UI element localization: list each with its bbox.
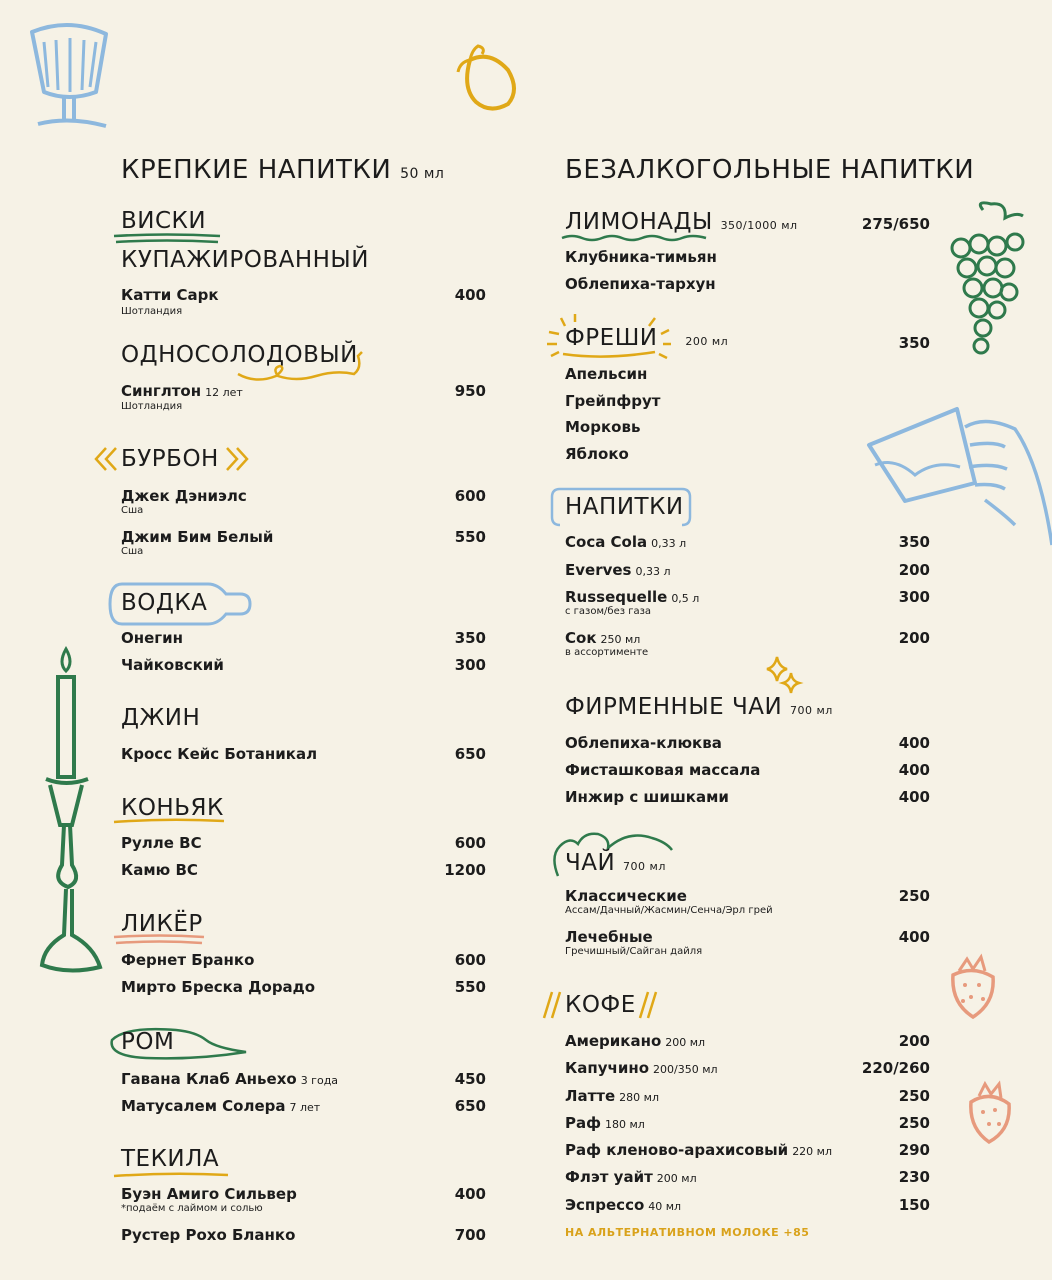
alt-milk-note: НА АЛЬТЕРНАТИВНОМ МОЛОКЕ +85: [565, 1226, 810, 1239]
wavy-underline: [560, 232, 710, 244]
menu-item-price: 250: [898, 887, 930, 905]
section-coffee-title: КОФЕ: [565, 992, 636, 1018]
chevrons-left-icon: [94, 446, 118, 472]
menu-item-price: 350: [454, 629, 486, 647]
menu-item-price: 600: [454, 487, 486, 505]
slashes-left-icon: [542, 990, 562, 1020]
menu-item-name: Латте 280 мл: [565, 1087, 659, 1105]
heading-volume: 50 мл: [400, 166, 445, 182]
section-blended-title: КУПАЖИРОВАННЫЙ: [121, 247, 369, 273]
menu-item-name: Катти Сарк: [121, 286, 219, 304]
menu-item-price: 350: [898, 334, 930, 352]
menu-item-name: Рустер Рохо Бланко: [121, 1226, 296, 1244]
menu-item-name: Грейпфрут: [565, 392, 661, 410]
menu-item-name: Апельсин: [565, 365, 648, 383]
menu-item-sub: Сша: [121, 505, 144, 516]
underline: [112, 1170, 230, 1180]
menu-item-name: Классические: [565, 887, 687, 905]
section-rum-title: РОМ: [121, 1029, 175, 1055]
chevrons-right-icon: [225, 446, 249, 472]
menu-item-price: 1200: [444, 861, 486, 879]
menu-item-price: 300: [454, 656, 486, 674]
menu-item-name: Everves 0,33 л: [565, 561, 671, 579]
menu-item-name: Фернет Бранко: [121, 951, 255, 969]
menu-item-name: Синглтон 12 лет: [121, 382, 243, 400]
right-heading: БЕЗАЛКОГОЛЬНЫЕ НАПИТКИ: [565, 155, 975, 185]
menu-item-price: 600: [454, 834, 486, 852]
menu-item-name: Чайковский: [121, 656, 224, 674]
menu-item-price: 350: [898, 533, 930, 551]
menu-item-price: 220/260: [861, 1059, 930, 1077]
menu-item-price: 250: [898, 1087, 930, 1105]
menu-item-price: 200: [898, 629, 930, 647]
glass-icon: [24, 12, 114, 132]
menu-item-name: Джим Бим Белый: [121, 528, 274, 546]
menu-item-price: 290: [898, 1141, 930, 1159]
menu-item-name: Флэт уайт 200 мл: [565, 1168, 697, 1186]
menu-item-name: Облепиха-тархун: [565, 275, 716, 293]
menu-item-price: 400: [454, 1185, 486, 1203]
menu-item-price: 300: [898, 588, 930, 606]
menu-item-name: Камю ВС: [121, 861, 198, 879]
menu-item-sub: *подаём с лаймом и солью: [121, 1203, 263, 1214]
menu-item-sub: Ассам/Дачный/Жасмин/Сенча/Эрл грей: [565, 905, 773, 916]
left-heading: КРЕПКИЕ НАПИТКИ 50 мл: [121, 155, 445, 185]
section-gin-title: ДЖИН: [121, 705, 201, 731]
menu-item-name: Сок 250 мл: [565, 629, 641, 647]
menu-item-name: Раф 180 мл: [565, 1114, 645, 1132]
lemon-icon: [450, 42, 525, 117]
strawberry-icon: [945, 955, 1000, 1020]
menu-item-sub: Гречишный/Сайган дайля: [565, 946, 703, 957]
section-signature-tea-title: ФИРМЕННЫЕ ЧАИ 700 мл: [565, 694, 833, 720]
menu-item-name: Фисташковая массала: [565, 761, 761, 779]
menu-item-name: Лечебные: [565, 928, 653, 946]
menu-item-name: Буэн Амиго Сильвер: [121, 1185, 297, 1203]
menu-item-price: 250: [898, 1114, 930, 1132]
menu-item-name: Мирто Бреска Дорадо: [121, 978, 316, 996]
section-tequila-title: ТЕКИЛА: [121, 1146, 220, 1172]
menu-item-price: 200: [898, 561, 930, 579]
menu-item-price: 950: [454, 382, 486, 400]
section-fresh-title: ФРЕШИ 200 мл: [565, 325, 729, 351]
candle-icon: [38, 645, 103, 975]
strawberry-icon: [965, 1080, 1015, 1145]
menu-item-price: 400: [898, 734, 930, 752]
section-whisky-title: ВИСКИ: [121, 208, 207, 234]
section-drinks-title: НАПИТКИ: [565, 494, 684, 520]
underline: [112, 933, 207, 945]
slashes-right-icon: [638, 990, 658, 1020]
menu-item-name: Гавана Клаб Аньехо 3 года: [121, 1070, 339, 1088]
section-lemonades-title: ЛИМОНАДЫ 350/1000 мл: [565, 209, 798, 235]
underline: [112, 817, 227, 825]
menu-item-price: 275/650: [861, 215, 930, 233]
menu-item-name: Морковь: [565, 418, 641, 436]
menu-item-name: Яблоко: [565, 445, 629, 463]
menu-item-price: 450: [454, 1070, 486, 1088]
swirl-underline: [236, 348, 366, 388]
menu-item-name: Рулле ВС: [121, 834, 202, 852]
menu-item-name: Матусалем Солера 7 лет: [121, 1097, 321, 1115]
menu-item-name: Облепиха-клюква: [565, 734, 722, 752]
menu-item-price: 550: [454, 978, 486, 996]
menu-item-sub: Сша: [121, 546, 144, 557]
section-bourbon-title: БУРБОН: [121, 446, 219, 472]
menu-item-sub: Шотландия: [121, 306, 183, 317]
menu-item-price: 230: [898, 1168, 930, 1186]
menu-item-price: 400: [898, 788, 930, 806]
menu-item-price: 150: [898, 1196, 930, 1214]
menu-item-name: Джек Дэниэлс: [121, 487, 247, 505]
menu-item-name: Coca Cola 0,33 л: [565, 533, 687, 551]
menu-item-name: Russequelle 0,5 л: [565, 588, 700, 606]
menu-item-price: 550: [454, 528, 486, 546]
menu-item-sub: в ассортименте: [565, 647, 649, 658]
menu-item-name: Капучино 200/350 мл: [565, 1059, 718, 1077]
menu-item-name: Инжир с шишками: [565, 788, 729, 806]
section-liqueur-title: ЛИКЁР: [121, 911, 203, 937]
menu-item-price: 600: [454, 951, 486, 969]
menu-item-sub: с газом/без газа: [565, 606, 652, 617]
grapes-icon: [945, 200, 1030, 360]
menu-item-price: 650: [454, 745, 486, 763]
menu-item-name: Американо 200 мл: [565, 1032, 706, 1050]
section-vodka-title: ВОДКА: [121, 590, 208, 616]
menu-item-price: 200: [898, 1032, 930, 1050]
menu-item-price: 400: [898, 761, 930, 779]
menu-item-name: Эспрессо 40 мл: [565, 1196, 682, 1214]
menu-item-price: 700: [454, 1226, 486, 1244]
menu-item-name: Кросс Кейс Ботаникал: [121, 745, 318, 763]
menu-item-sub: Шотландия: [121, 401, 183, 412]
menu-item-name: Онегин: [121, 629, 183, 647]
section-cognac-title: КОНЬЯК: [121, 795, 224, 821]
menu-item-price: 400: [454, 286, 486, 304]
section-single-title: ОДНОСОЛОДОВЫЙ: [121, 342, 358, 368]
double-underline: [112, 233, 222, 245]
menu-item-name: Клубника-тимьян: [565, 248, 717, 266]
menu-item-price: 400: [898, 928, 930, 946]
section-tea-title: ЧАЙ 700 мл: [565, 850, 666, 876]
menu-item-name: Раф кленово-арахисовый 220 мл: [565, 1141, 833, 1159]
menu-item-price: 650: [454, 1097, 486, 1115]
